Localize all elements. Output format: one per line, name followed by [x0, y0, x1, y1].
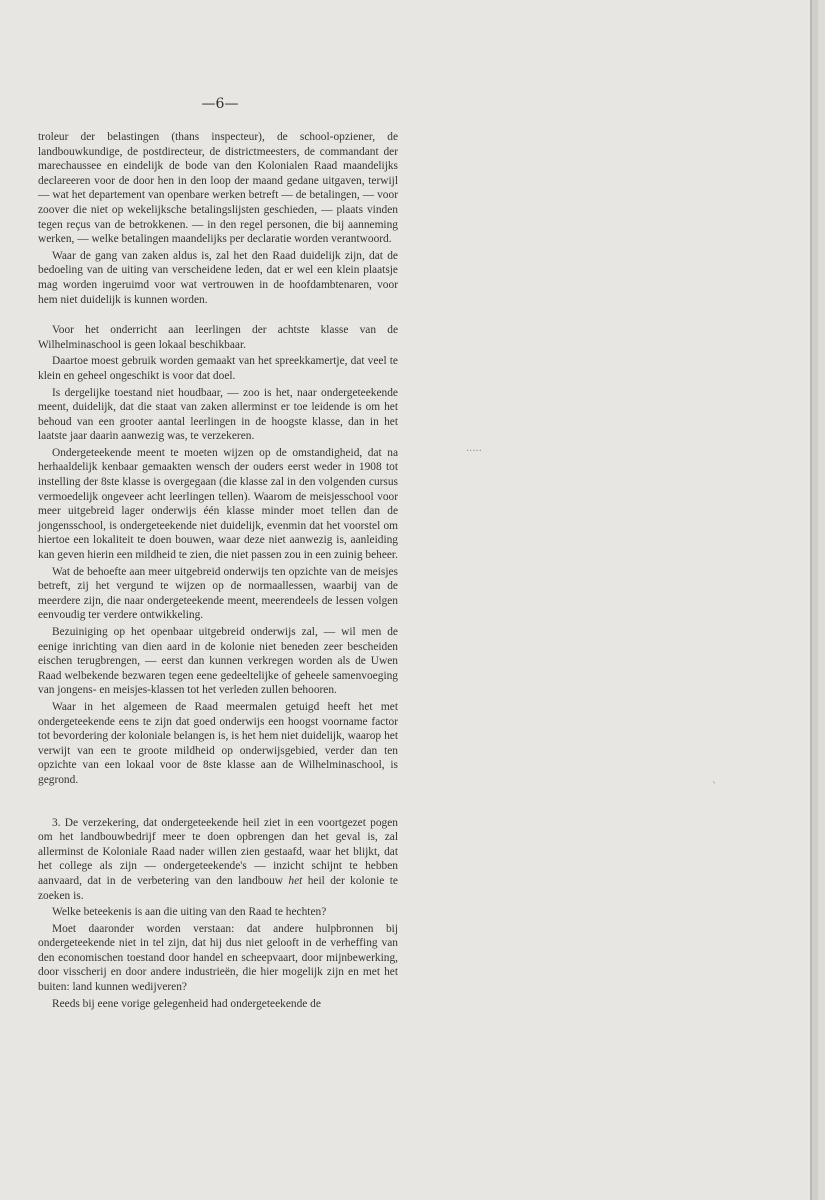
paragraph: Ondergeteekende meent te moeten wijzen op de omstandigheid, dat na herhaaldelijk kenbaar gemaakten wensch der ouders eerst weder in 1908 tot instelling der 8ste klasse is overgegaan (die klasse zal in den volgenden cursus vermoedelijk ongeveer acht leerlingen tellen). Waarom de meisjesschool voor meer uitgebreid lager onderwijs één klasse minder moet tellen dan de jongensschool, is ondergeteekende niet duidelijk, evenmin dat het voorstel om hiertoe een lokaliteit te doen bouwen, waar deze niet aanwezig is, aanleiding kan geven hierin een mildheid te zien, die niet passen zou in een zuinig beheer.: [38, 446, 398, 562]
paragraph-text: 3. De verzekering, dat ondergeteekende heil ziet in een voortgezet pogen om het landbouwbedrijf meer te doen opbrengen dan het geval is, zal allerminst de Koloniale Raad nader willen zien gestaafd, waar het blijkt, dat het college als zijn — ondergeteekende's — inzicht schijnt te hebben aanvaard, dat in de verbetering van den landbouw: [38, 816, 398, 887]
paragraph-section-3: [38, 816, 398, 904]
paragraph: Voor het onderricht aan leerlingen der achtste klasse van de Wilhelminaschool is geen lokaal beschikbaar.: [38, 324, 398, 351]
paragraph-text: heil der kolonie te zoeken is.: [38, 874, 398, 902]
emphasis-text: het: [288, 874, 303, 887]
paragraph: Reeds bij eene vorige gelegenheid had ondergeteekende de: [52, 997, 321, 1010]
scan-speck: ·····: [466, 446, 482, 457]
paragraph: Welke beteekenis is aan die uiting van den Raad te hechten?: [52, 906, 327, 919]
paragraph: troleur der belastingen (thans inspecteur), de school-opziener, de landbouwkundige, de postdirecteur, de districtmeesters, de commandant der marechaussee en eindelijk de bode van den Kolonialen Raad maandelijks declareeren voor de door hen in den loop der maand gedane uitgaven, terwijl — wat het departement van openbare werken betreft — de betalingen, — voor zoover die niet op wekelijksche betalingslijsten geschieden, — plaats vinden tegen reçus van de betrokkenen. — in den regel personen, die bij aanneming werken, — welke betalingen maandelijks per declaratie worden verantwoord.: [38, 131, 398, 246]
paragraph: Is dergelijke toestand niet houdbaar, — zoo is het, naar ondergeteekende meent, duidelijk, dat die staat van zaken allerminst er toe leidende is om het behoud van een grooter aantal leerlingen in de hoogste klasse, dan in het laatste jaar daarin aanwezig was, te verzekeren.: [38, 386, 398, 443]
scan-speck: `: [712, 782, 717, 793]
paragraph: Daartoe moest gebruik worden gemaakt van het spreekkamertje, dat veel te klein en geheel ongeschikt is voor dat doel.: [38, 355, 398, 382]
page-number: —6—: [201, 96, 239, 112]
paragraph: Waar de gang van zaken aldus is, zal het den Raad duidelijk zijn, dat de bedoeling van de uiting van verscheidene leden, dat er wel een klein plaatsje mag worden ingeruimd voor wat vertrouwen in de hoofdambtenaren, voor hem niet duidelijk is kunnen worden.: [38, 249, 398, 306]
paragraph: Wat de behoefte aan meer uitgebreid onderwijs ten opzichte van de meisjes betreft, zij het vergund te wijzen op de normaallessen, waarbij van de meerdere zijn, die naar ondergeteekende meent, meerendeels de lessen volgen eenvoudig ter verdere ontwikkeling.: [38, 565, 398, 622]
paragraph: Moet daaronder worden verstaan: dat andere hulpbronnen bij ondergeteekende niet in tel zijn, dat hij dus niet gelooft in de verheffing van den economischen toestand door handel en scheepvaart, door mijnbewerking, door visscherij en door andere industrieën, die hier mogelijk zijn en met het buiten: land kunnen wedijveren?: [38, 922, 398, 994]
text-column: [38, 130, 398, 1013]
paragraph: Waar in het algemeen de Raad meermalen getuigd heeft het met ondergeteekende eens te zijn dat goed onderwijs een hoogst voorname factor tot bevordering der koloniale belangen is, is het hem niet duidelijk, waarop het verwijt van een te groote mildheid op onderwijsgebied, verder dan ten opzichte van een lokaal voor de 8ste klasse aan de Wilhelminaschool, is gegrond.: [38, 700, 398, 786]
paragraph: Bezuiniging op het openbaar uitgebreid onderwijs zal, — wil men de eenige inrichting van dien aard in de kolonie niet beneden zeer bescheiden eischen terugbrengen, — eerst dan kunnen verkregen worden als de Uwen Raad welbekende bezwaren tegen eene gedeeltelijke of geheele samenvoeging van jongens- en meisjes-klassen tot het verleden zullen behooren.: [38, 626, 398, 697]
section-gap: [38, 309, 398, 323]
section-gap: [38, 790, 398, 816]
